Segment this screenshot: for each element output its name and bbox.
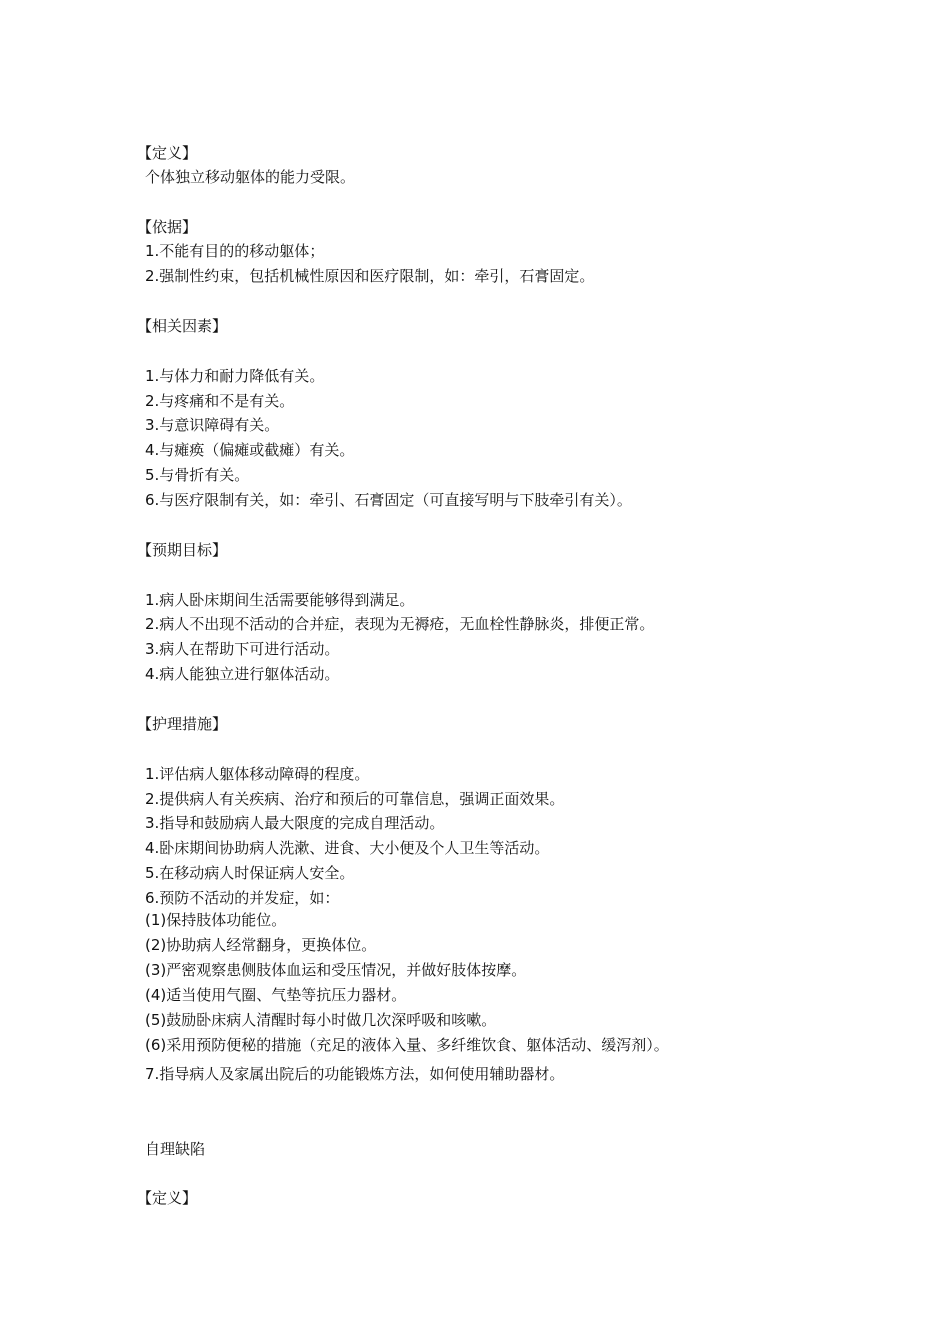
measures-item: 2.提供病人有关疾病、治疗和预后的可靠信息，强调正面效果。: [145, 790, 565, 808]
measures-item: 6.预防不活动的并发症，如：: [145, 889, 340, 907]
basis-heading: 【依据】: [137, 218, 198, 236]
factors-item: 3.与意识障碍有关。: [145, 416, 280, 434]
measures-item: 1.评估病人躯体移动障碍的程度。: [145, 765, 370, 783]
factors-item: 5.与骨折有关。: [145, 466, 250, 484]
section-title: 自理缺陷: [145, 1140, 206, 1158]
goals-item: 4.病人能独立进行躯体活动。: [145, 665, 340, 683]
definition-heading-2: 【定义】: [137, 1189, 198, 1207]
measures-subitem: (3)严密观察患侧肢体血运和受压情况，并做好肢体按摩。: [145, 961, 527, 979]
goals-item: 3.病人在帮助下可进行活动。: [145, 640, 340, 658]
measures-subitem: (5)鼓励卧床病人清醒时每小时做几次深呼吸和咳嗽。: [145, 1011, 497, 1029]
goals-heading: 【预期目标】: [137, 541, 228, 559]
basis-item: 2.强制性约束，包括机械性原因和医疗限制，如：牵引，石膏固定。: [145, 267, 595, 285]
definition-heading: 【定义】: [137, 144, 198, 162]
measures-subitem: (2)协助病人经常翻身，更换体位。: [145, 936, 377, 954]
measures-subitem: (1)保持肢体功能位。: [145, 911, 287, 929]
measures-item: 5.在移动病人时保证病人安全。: [145, 864, 355, 882]
factors-item: 4.与瘫痪（偏瘫或截瘫）有关。: [145, 441, 355, 459]
measures-subitem: (4)适当使用气圈、气垫等抗压力器材。: [145, 986, 407, 1004]
measures-item: 7.指导病人及家属出院后的功能锻炼方法，如何使用辅助器材。: [145, 1065, 565, 1083]
measures-item: 3.指导和鼓励病人最大限度的完成自理活动。: [145, 814, 445, 832]
measures-item: 4.卧床期间协助病人洗漱、进食、大小便及个人卫生等活动。: [145, 839, 550, 857]
basis-item: 1.不能有目的的移动躯体；: [145, 242, 325, 260]
goals-item: 1.病人卧床期间生活需要能够得到满足。: [145, 591, 415, 609]
goals-item: 2.病人不出现不活动的合并症，表现为无褥疮，无血栓性静脉炎，排便正常。: [145, 615, 655, 633]
factors-item: 1.与体力和耐力降低有关。: [145, 367, 325, 385]
definition-text: 个体独立移动躯体的能力受限。: [145, 168, 356, 186]
measures-heading: 【护理措施】: [137, 715, 228, 733]
factors-item: 2.与疼痛和不是有关。: [145, 392, 295, 410]
measures-subitem: (6)采用预防便秘的措施（充足的液体入量、多纤维饮食、躯体活动、缓泻剂）。: [145, 1036, 669, 1054]
factors-heading: 【相关因素】: [137, 317, 228, 335]
factors-item: 6.与医疗限制有关，如：牵引、石膏固定（可直接写明与下肢牵引有关）。: [145, 491, 632, 509]
